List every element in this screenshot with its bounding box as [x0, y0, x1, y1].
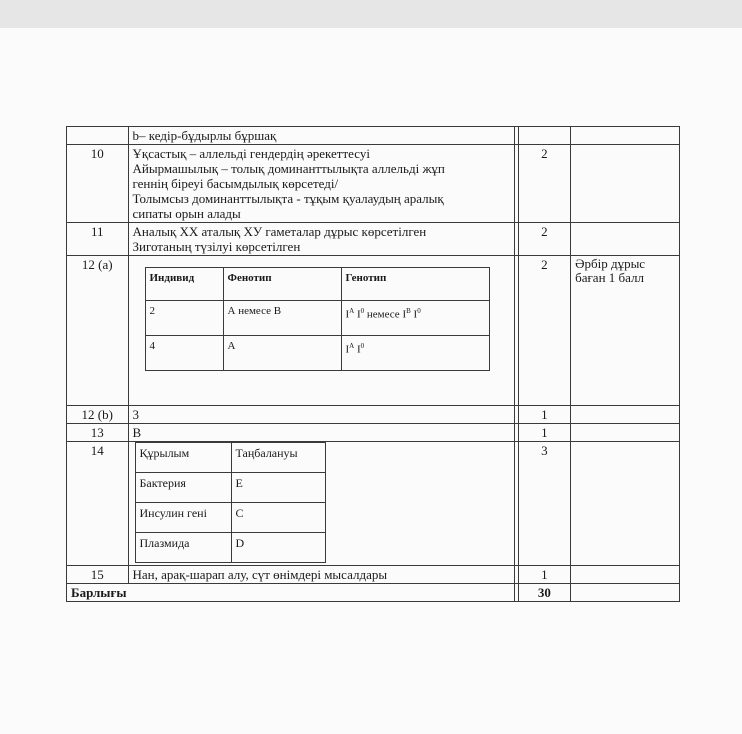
table-row — [67, 424, 680, 442]
column-header: Генотип — [341, 268, 489, 301]
table-cell: E — [231, 473, 325, 503]
table-row — [145, 301, 489, 336]
table-cell: Плазмида — [135, 533, 231, 563]
answer-line: Аналық ХХ аталық ХУ гаметалар дұрыс көрсетілген — [132, 224, 427, 239]
blood-group-table — [145, 267, 490, 371]
answer-line: Зиготаның түзілуі көрсетілген — [132, 239, 301, 254]
score: 2 — [518, 145, 570, 223]
score: 1 — [518, 424, 570, 442]
answer-key-table — [66, 126, 680, 602]
answer-line: Айырмашылық – толық доминанттылықта аллельді жұп — [132, 161, 445, 176]
table-row — [67, 442, 680, 566]
genotype-cell: $I^A$ $I^0$ — [341, 336, 489, 371]
row-number: 12 (a) — [67, 256, 129, 406]
note: Әрбір дұрыс баған 1 балл — [571, 256, 680, 406]
table-row — [67, 145, 680, 223]
table-cell: Инсулин гені — [135, 503, 231, 533]
table-row — [135, 473, 325, 503]
column-header: Индивид — [145, 268, 223, 301]
score: 1 — [518, 406, 570, 424]
score: 3 — [518, 442, 570, 566]
total-label: Барлығы — [67, 584, 515, 602]
row-number: 14 — [67, 442, 129, 566]
table-row — [67, 127, 680, 145]
document-page — [0, 28, 742, 734]
row-number: 10 — [67, 145, 129, 223]
answer-cell — [128, 442, 514, 566]
table-cell: Бактерия — [135, 473, 231, 503]
table-row — [67, 256, 680, 406]
table-cell: D — [231, 533, 325, 563]
answer-line: геннің біреуі басымдылық көрсетеді/ — [132, 176, 339, 191]
table-cell: А — [223, 336, 341, 371]
answer-text: Нан, арақ-шарап алу, сүт өнімдері мысалдары — [128, 566, 514, 584]
table-header-row — [135, 443, 325, 473]
answer-text: 3 — [128, 406, 514, 424]
table-row — [67, 406, 680, 424]
structure-table — [135, 442, 326, 563]
column-header: Фенотип — [223, 268, 341, 301]
row-number — [67, 127, 129, 145]
answer-line: сипаты орын алады — [132, 206, 241, 221]
total-row — [67, 584, 680, 602]
table-cell: 4 — [145, 336, 223, 371]
table-cell: 2 — [145, 301, 223, 336]
note — [571, 127, 680, 145]
answer-line: Толымсыз доминанттылықта - тұқым қуалаудың аралық — [132, 191, 444, 206]
score: 1 — [518, 566, 570, 584]
answer-text — [128, 145, 514, 223]
genotype-cell: $I^A$ $I^0$ немесе $I^B$ $I^0$ — [341, 301, 489, 336]
row-number: 15 — [67, 566, 129, 584]
answer-line: Ұқсастық – аллельді гендердің әрекеттесуі — [132, 146, 370, 161]
answer-text: b– кедір-бұдырлы бұршақ — [128, 127, 514, 145]
table-cell: А немесе В — [223, 301, 341, 336]
answer-cell — [128, 256, 514, 406]
table-cell: C — [231, 503, 325, 533]
total-score: 30 — [518, 584, 570, 602]
table-header-row — [145, 268, 489, 301]
row-number: 13 — [67, 424, 129, 442]
row-number: 11 — [67, 223, 129, 256]
answer-text: B — [128, 424, 514, 442]
row-number: 12 (b) — [67, 406, 129, 424]
table-row — [145, 336, 489, 371]
table-row — [67, 566, 680, 584]
score: 2 — [518, 256, 570, 406]
score — [518, 127, 570, 145]
table-row — [135, 533, 325, 563]
table-row — [135, 503, 325, 533]
answer-text — [128, 223, 514, 256]
column-header: Құрылым — [135, 443, 231, 473]
score: 2 — [518, 223, 570, 256]
column-header: Таңбалануы — [231, 443, 325, 473]
table-row — [67, 223, 680, 256]
